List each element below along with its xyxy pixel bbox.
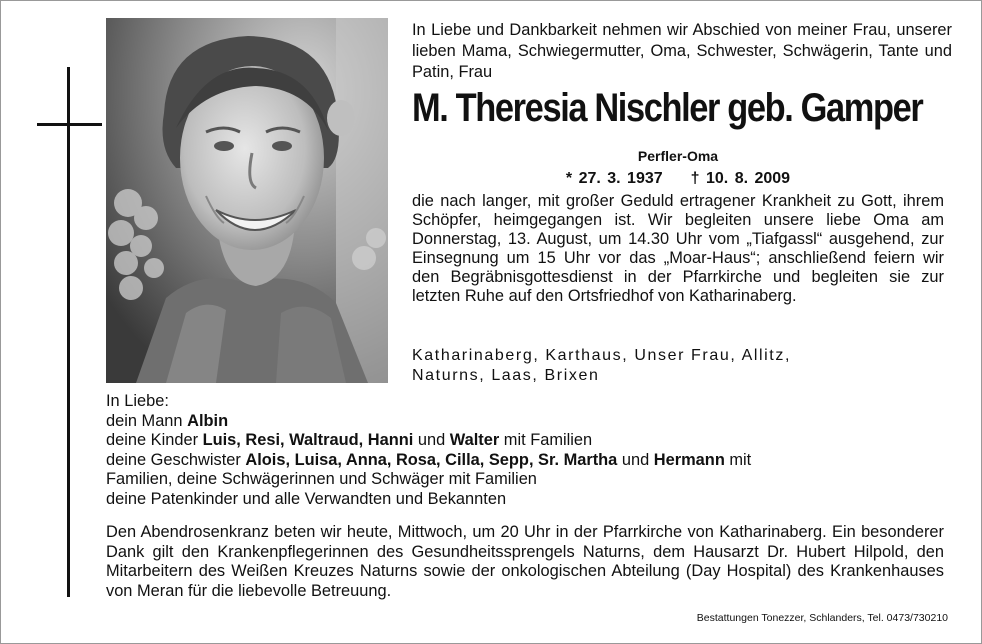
death-date: † 10. 8. 2009 xyxy=(690,170,791,187)
birth-date: * 27. 3. 1937 xyxy=(565,170,663,187)
closing-text: Den Abendrosenkranz beten wir heute, Mittwoch, um 20 Uhr in der Pfarrkirche von Katharinaberg. Ein besonderer Dank gilt den Krankenpflegerinnen des Gesundheitssprengels Naturns, dem Hausarzt Dr. Hubert Hilpold, den Mitarbeitern des Weißen Kreuzes Naturns sowie der onkologischen Abteilung (Day Hospital) des Krankenhauses von Meran für die liebevolle Betreuung. xyxy=(106,523,944,600)
deceased-name: M. Theresia Nischler geb. Gamper xyxy=(412,86,923,130)
nickname: Perfler-Oma xyxy=(637,148,719,164)
places-line: Naturns, Laas, Brixen xyxy=(412,367,600,384)
family-list xyxy=(106,392,946,509)
funeral-details: die nach langer, mit großer Geduld ertragener Krankheit zu Gott, ihrem Schöpfer, heimgegangen ist. Wir begleiten unsere liebe Oma am Donnerstag, 13. August, um 14.30 Uhr vom „Tiafgassl“ ausgehend, zur Einsegnung um 15 Uhr vor das „Moar-Haus“; anschließend feiern wir den Begräbnisgottesdienst in der Pfarrkirche und begleiten sie zur letzten Ruhe auf den Ortsfriedhof von Katharinaberg. xyxy=(412,192,944,305)
family-children: deine Kinder Luis, Resi, Waltraud, Hanni und Walter mit Familien xyxy=(106,431,593,449)
life-dates xyxy=(412,170,944,188)
family-siblings: deine Geschwister Alois, Luisa, Anna, Rosa, Cilla, Sepp, Sr. Martha und Hermann mit xyxy=(106,450,752,469)
funeral-home-credit: Bestattungen Tonezzer, Schlanders, Tel. 0473/730210 xyxy=(696,612,948,624)
cross-icon-bar xyxy=(37,123,102,126)
portrait-photo xyxy=(106,18,388,383)
family-heading: In Liebe: xyxy=(106,392,169,410)
cross-icon xyxy=(67,67,70,597)
husband-name: Albin xyxy=(187,411,229,430)
places-line: Katharinaberg, Karthaus, Unser Frau, Allitz, xyxy=(412,347,791,364)
family-godchildren: deine Patenkinder und alle Verwandten und Bekannten xyxy=(106,489,507,508)
family-husband: dein Mann Albin xyxy=(106,411,229,430)
places-list xyxy=(412,346,952,386)
intro-text: In Liebe und Dankbarkeit nehmen wir Abschied von meiner Frau, unserer lieben Mama, Schwiegermutter, Oma, Schwester, Schwägerin, Tante und Patin, Frau xyxy=(412,21,952,81)
family-in-laws: Familien, deine Schwägerinnen und Schwäger mit Familien xyxy=(106,470,537,488)
